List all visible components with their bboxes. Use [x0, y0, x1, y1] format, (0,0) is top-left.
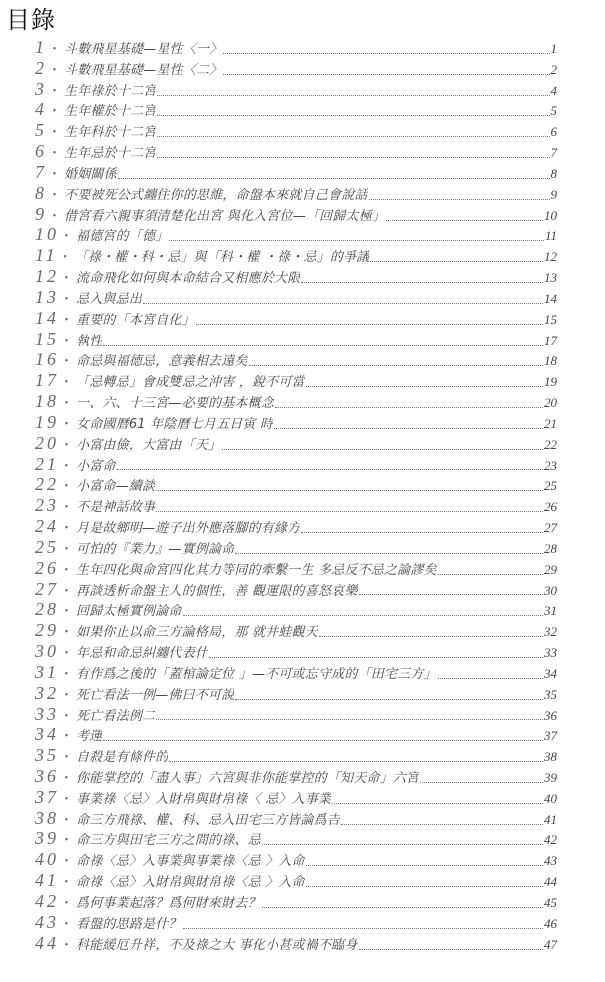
toc-entry-page-number[interactable]: 26 [544, 499, 557, 515]
toc-entry-title[interactable]: 回歸太極實例論命 [76, 604, 182, 620]
toc-entry-title[interactable]: 生年權於十二宮 [64, 104, 157, 120]
dot-leader [306, 865, 543, 866]
toc-entry-separator: ・ [60, 312, 74, 328]
toc-entry[interactable] [35, 495, 557, 516]
dot-leader [262, 844, 543, 845]
toc-entry-title[interactable]: 「祿・權・科・忌」與「科・權 ・祿・忌」的爭議 [74, 250, 370, 266]
toc-entry-separator: ・ [48, 166, 62, 182]
toc-entry-separator: ・ [60, 333, 74, 349]
toc-entry[interactable] [35, 745, 557, 766]
toc-entry-page-number[interactable]: 14 [544, 290, 557, 306]
dot-leader [386, 220, 543, 221]
toc-entry-page-number[interactable]: 22 [544, 436, 557, 452]
toc-entry-separator: ・ [58, 250, 72, 266]
toc-entry-title[interactable]: 再談透析命盤主人的個性，善 觀運限的喜怒哀樂 [76, 583, 358, 599]
toc-entry-separator: ・ [48, 104, 62, 120]
toc-entry-separator: ・ [60, 750, 74, 766]
toc-entry-number: 21 [35, 453, 59, 474]
toc-entry-number: 43 [35, 911, 59, 932]
toc-entry-page-number[interactable]: 7 [550, 145, 557, 161]
toc-entry-title[interactable]: 有作爲之後的「蓋棺論定位 」—不可或忘守成的「田宅三方」 [76, 666, 437, 682]
toc-entry-number: 36 [35, 765, 59, 786]
toc-entry-number: 44 [35, 932, 59, 953]
toc-entry-page-number[interactable]: 41 [544, 811, 557, 827]
dot-leader [156, 719, 543, 720]
dot-leader [169, 761, 543, 762]
dot-leader [157, 157, 549, 158]
table-of-contents [35, 37, 557, 953]
toc-entry[interactable] [35, 266, 557, 287]
toc-entry-separator: ・ [60, 770, 74, 786]
toc-entry-page-number[interactable]: 13 [544, 270, 557, 286]
toc-entry-number: 6 [35, 141, 47, 162]
toc-entry-number: 7 [35, 161, 47, 182]
toc-entry-separator: ・ [60, 500, 74, 516]
dot-leader [359, 949, 543, 950]
toc-entry-number: 25 [35, 536, 59, 557]
toc-entry-number: 38 [35, 807, 59, 828]
toc-entry-separator: ・ [60, 583, 74, 599]
toc-entry-number: 2 [35, 57, 47, 78]
toc-entry-page-number[interactable]: 21 [544, 415, 557, 431]
toc-entry[interactable] [35, 391, 557, 412]
toc-entry[interactable] [35, 641, 557, 662]
toc-entry-number: 29 [35, 620, 59, 641]
toc-entry-title[interactable]: 女命國曆61 年陰曆七月五日寅 時 [76, 416, 274, 432]
toc-entry-number: 23 [35, 495, 59, 516]
toc-entry-title[interactable]: 小富命 [76, 458, 116, 474]
toc-entry-number: 34 [35, 724, 59, 745]
dot-leader [157, 95, 549, 96]
toc-entry-number: 8 [35, 182, 47, 203]
toc-entry[interactable] [35, 620, 557, 641]
toc-entry-title[interactable]: 小富命—續談 [76, 479, 156, 495]
toc-entry-page-number[interactable]: 17 [544, 332, 557, 348]
toc-entry[interactable] [35, 537, 557, 558]
dot-leader [306, 386, 543, 387]
toc-entry-page-number[interactable]: 44 [544, 874, 557, 890]
toc-entry-separator: ・ [60, 291, 74, 307]
toc-entry[interactable] [35, 787, 557, 808]
toc-entry-number: 39 [35, 828, 59, 849]
dot-leader [118, 178, 550, 179]
toc-entry-separator: ・ [60, 729, 74, 745]
toc-entry-title[interactable]: 事業祿〈忌〉入財帛與財帛祿〈 忌〉入事業 [76, 791, 332, 807]
dot-leader [143, 303, 543, 304]
dot-leader [438, 678, 543, 679]
toc-entry-separator: ・ [48, 83, 62, 99]
toc-entry-page-number[interactable]: 23 [544, 457, 557, 473]
dot-leader [319, 636, 543, 637]
toc-entry[interactable] [35, 891, 557, 912]
toc-entry[interactable] [35, 204, 557, 225]
toc-entry-title[interactable]: 命祿〈忌〉入事業與事業祿〈忌 〉入命 [76, 854, 305, 870]
dot-leader [438, 574, 543, 575]
toc-entry-title[interactable]: 科能緩厄升祥，不及祿之大 事化小甚或禍不臨身 [76, 937, 358, 953]
toc-entry[interactable] [35, 245, 557, 266]
toc-entry-title[interactable]: 小富由儉，大富由「天」 [76, 437, 222, 453]
toc-entry-page-number[interactable]: 34 [544, 665, 557, 681]
toc-entry-page-number[interactable]: 20 [544, 395, 557, 411]
toc-entry[interactable] [35, 433, 557, 454]
toc-entry-title[interactable]: 借宮看六親事須清楚化出宮 與化入宮位—「回歸太極」 [64, 208, 386, 224]
toc-entry-number: 33 [35, 703, 59, 724]
dot-leader [157, 136, 549, 137]
dot-leader [222, 449, 543, 450]
toc-entry[interactable] [35, 162, 557, 183]
toc-entry-page-number[interactable]: 28 [544, 540, 557, 556]
toc-entry-separator: ・ [60, 416, 74, 432]
toc-entry-page-number[interactable]: 36 [544, 707, 557, 723]
toc-entry[interactable] [35, 224, 557, 245]
toc-entry-page-number[interactable]: 31 [544, 603, 557, 619]
toc-entry-page-number[interactable]: 42 [544, 832, 557, 848]
toc-entry[interactable] [35, 516, 557, 537]
toc-entry-title[interactable]: 「忌轉忌」會成雙忌之沖害 ，銳不可當 [76, 375, 305, 391]
toc-entry-page-number[interactable]: 30 [544, 582, 557, 598]
toc-entry[interactable] [35, 662, 557, 683]
toc-entry-separator: ・ [60, 646, 74, 662]
toc-entry[interactable] [35, 766, 557, 787]
dot-leader [262, 907, 543, 908]
toc-entry-number: 14 [35, 307, 59, 328]
toc-entry[interactable] [35, 183, 557, 204]
toc-entry-separator: ・ [60, 479, 74, 495]
toc-entry-number: 15 [35, 328, 59, 349]
dot-leader [341, 824, 543, 825]
toc-entry-separator: ・ [60, 604, 74, 620]
toc-entry-number: 10 [35, 224, 59, 245]
toc-entry-number: 16 [35, 349, 59, 370]
dot-leader [275, 407, 543, 408]
toc-entry-title[interactable]: 月是故鄉明—遊子出外應落腳的有緣方 [76, 521, 301, 537]
dot-leader [235, 699, 543, 700]
toc-entry-page-number[interactable]: 8 [550, 165, 557, 181]
toc-entry-separator: ・ [60, 666, 74, 682]
toc-entry-title[interactable]: 不是神話故事 [76, 500, 156, 516]
toc-entry-page-number[interactable]: 1 [550, 41, 557, 56]
toc-entry-page-number[interactable]: 47 [544, 936, 557, 952]
toc-entry-separator: ・ [60, 687, 74, 703]
toc-entry-title[interactable]: 生年四化與命宮四化其力等同的牽繫一生 多忌反不忌之論謬矣 [76, 562, 437, 578]
toc-entry-number: 20 [35, 432, 59, 453]
toc-entry-number: 40 [35, 849, 59, 870]
toc-entry-title[interactable]: 一、六、十三宮—必要的基本概念 [76, 396, 275, 412]
toc-entry-number: 17 [35, 370, 59, 391]
toc-entry-title[interactable]: 可怕的『業力』—實例論命 [76, 541, 235, 557]
toc-entry-page-number[interactable]: 2 [550, 61, 557, 77]
toc-entry-number: 9 [35, 203, 47, 224]
toc-entry-separator: ・ [60, 437, 74, 453]
toc-entry-title[interactable]: 斗數飛星基礎—星性〈二〉 [64, 62, 223, 78]
toc-entry-separator: ・ [60, 916, 74, 932]
toc-entry[interactable] [35, 79, 557, 100]
toc-entry[interactable] [35, 933, 557, 954]
toc-entry-page-number[interactable]: 12 [544, 249, 557, 265]
toc-entry-separator: ・ [60, 375, 74, 391]
dot-leader [301, 532, 543, 533]
toc-entry-separator: ・ [48, 42, 62, 57]
dot-leader [274, 428, 543, 429]
toc-entry-number: 24 [35, 516, 59, 537]
dot-leader [306, 886, 543, 887]
toc-entry[interactable] [35, 370, 557, 391]
toc-entry[interactable] [35, 558, 557, 579]
toc-entry-title[interactable]: 如果你止以命三方論格局，那 就井蛙觀天 [76, 625, 318, 641]
toc-entry-title[interactable]: 你能掌控的「盡人事」六宮與非你能掌控的「知天命」六宮 [76, 770, 420, 786]
toc-entry-number: 35 [35, 745, 59, 766]
toc-entry-page-number[interactable]: 38 [544, 749, 557, 765]
toc-entry-number: 13 [35, 286, 59, 307]
toc-entry-title[interactable]: 考運 [76, 729, 103, 745]
toc-entry[interactable] [35, 412, 557, 433]
toc-entry[interactable] [35, 349, 557, 370]
toc-entry-page-number[interactable]: 25 [544, 478, 557, 494]
toc-entry[interactable] [35, 120, 557, 141]
toc-entry-number: 42 [35, 890, 59, 911]
toc-entry[interactable] [35, 329, 557, 350]
toc-entry-number: 27 [35, 578, 59, 599]
toc-entry[interactable] [35, 37, 557, 58]
toc-entry-number: 4 [35, 99, 47, 120]
dot-leader [359, 594, 543, 595]
toc-entry-page-number[interactable]: 5 [550, 103, 557, 119]
dot-leader [420, 782, 543, 783]
toc-entry[interactable] [35, 454, 557, 475]
toc-entry-separator: ・ [60, 895, 74, 911]
toc-entry-separator: ・ [60, 229, 74, 245]
dot-leader [235, 553, 543, 554]
toc-entry[interactable] [35, 308, 557, 329]
dot-leader [249, 365, 543, 366]
toc-entry-page-number[interactable]: 40 [544, 790, 557, 806]
dot-leader [156, 511, 543, 512]
page-title: 目錄 [6, 6, 56, 34]
toc-entry-separator: ・ [48, 62, 62, 78]
toc-entry[interactable] [35, 599, 557, 620]
toc-entry[interactable] [35, 474, 557, 495]
toc-entry[interactable] [35, 579, 557, 600]
toc-entry-title[interactable]: 福德宮的「德」 [76, 229, 169, 245]
toc-entry-separator: ・ [60, 271, 74, 287]
toc-entry-page-number[interactable]: 15 [544, 311, 557, 327]
toc-entry-separator: ・ [60, 458, 74, 474]
toc-entry-number: 31 [35, 661, 59, 682]
toc-entry-title[interactable]: 死亡看法例二 [76, 708, 156, 724]
toc-entry-separator: ・ [60, 562, 74, 578]
toc-entry-number: 12 [35, 266, 59, 287]
toc-entry[interactable] [35, 141, 557, 162]
toc-entry-number: 19 [35, 411, 59, 432]
toc-entry-separator: ・ [60, 791, 74, 807]
dot-leader [103, 345, 543, 346]
dot-leader [332, 803, 543, 804]
dot-leader [157, 115, 549, 116]
toc-entry-page-number[interactable]: 45 [544, 894, 557, 910]
toc-entry[interactable] [35, 287, 557, 308]
toc-entry-number: 37 [35, 786, 59, 807]
toc-entry-page-number[interactable]: 4 [550, 82, 557, 98]
toc-entry-separator: ・ [48, 208, 62, 224]
toc-entry[interactable] [35, 912, 557, 933]
toc-entry-number: 1 [35, 37, 47, 57]
toc-entry-number: 26 [35, 557, 59, 578]
toc-entry-title[interactable]: 婚姻關係 [64, 166, 117, 182]
toc-entry-title[interactable]: 命三方飛祿、權、科、忌入田宅三方皆論爲吉 [76, 812, 341, 828]
toc-entry-title[interactable]: 不要被死公式纏住你的思維，命盤本來就自己會說話 [64, 187, 368, 203]
dot-leader [183, 615, 543, 616]
toc-entry-page-number[interactable]: 6 [550, 124, 557, 140]
toc-entry-page-number[interactable]: 27 [544, 520, 557, 536]
toc-entry-title[interactable]: 自殺是有條件的 [76, 750, 169, 766]
toc-entry-number: 18 [35, 391, 59, 412]
toc-entry-title[interactable]: 爲何事業起落？爲何財來財去？ [76, 895, 261, 911]
toc-entry-number: 22 [35, 474, 59, 495]
toc-entry-separator: ・ [60, 521, 74, 537]
toc-entry-page-number[interactable]: 32 [544, 624, 557, 640]
toc-entry[interactable] [35, 683, 557, 704]
toc-entry-separator: ・ [60, 625, 74, 641]
toc-entry-page-number[interactable]: 18 [544, 353, 557, 369]
toc-entry[interactable] [35, 849, 557, 870]
dot-leader [209, 657, 543, 658]
toc-entry-separator: ・ [60, 854, 74, 870]
toc-entry-number: 28 [35, 599, 59, 620]
toc-entry[interactable] [35, 870, 557, 891]
toc-entry-separator: ・ [60, 812, 74, 828]
toc-entry-title[interactable]: 命三方與田宅三方之間的祿、忌 [76, 833, 261, 849]
toc-entry-page-number[interactable]: 19 [544, 374, 557, 390]
toc-entry-separator: ・ [60, 708, 74, 724]
toc-entry-separator: ・ [48, 187, 62, 203]
toc-entry-page-number[interactable]: 37 [544, 728, 557, 744]
toc-entry-title[interactable]: 重要的「本宮自化」 [76, 312, 195, 328]
toc-entry-number: 30 [35, 641, 59, 662]
toc-entry[interactable] [35, 808, 557, 829]
toc-entry-page-number[interactable]: 9 [550, 186, 557, 202]
dot-leader [117, 469, 543, 470]
toc-entry-separator: ・ [60, 396, 74, 412]
toc-entry-title[interactable]: 年忌和命忌糾纏代表什 [76, 646, 209, 662]
toc-entry-separator: ・ [60, 833, 74, 849]
toc-entry[interactable] [35, 704, 557, 725]
toc-entry-number: 3 [35, 78, 47, 99]
toc-entry-number: 32 [35, 682, 59, 703]
toc-entry-separator: ・ [48, 146, 62, 162]
dot-leader [301, 282, 543, 283]
toc-entry-separator: ・ [60, 354, 74, 370]
toc-entry-separator: ・ [48, 125, 62, 141]
dot-leader [156, 490, 543, 491]
toc-entry-separator: ・ [60, 541, 74, 557]
toc-entry-page-number[interactable]: 39 [544, 769, 557, 785]
dot-leader [169, 240, 544, 241]
toc-entry-page-number[interactable]: 29 [544, 561, 557, 577]
dot-leader [370, 261, 543, 262]
toc-entry-title[interactable]: 斗數飛星基礎—星性〈一〉 [64, 42, 223, 57]
toc-entry-title[interactable]: 看盤的思路是什？ [76, 916, 182, 932]
dot-leader [369, 199, 550, 200]
toc-entry-title[interactable]: 執性 [76, 333, 103, 349]
toc-entry-title[interactable]: 命祿〈忌〉入財帛與財帛祿〈忌 〉入命 [76, 875, 305, 891]
toc-entry-title[interactable]: 流命飛化如何與本命結合又相應於大限 [76, 271, 301, 287]
toc-entry-title[interactable]: 命忌與福德忌，意義相去遠矣 [76, 354, 248, 370]
toc-entry-page-number[interactable]: 11 [544, 228, 557, 244]
toc-entry-title[interactable]: 死亡看法一例—佛曰不可說 [76, 687, 235, 703]
toc-entry[interactable] [35, 724, 557, 745]
dot-leader [223, 53, 549, 54]
toc-entry-page-number[interactable]: 33 [544, 645, 557, 661]
dot-leader [103, 740, 543, 741]
toc-entry-page-number[interactable]: 10 [544, 207, 557, 223]
toc-entry-separator: ・ [60, 875, 74, 891]
toc-entry-page-number[interactable]: 46 [544, 915, 557, 931]
toc-entry-title[interactable]: 生年祿於十二宮 [64, 83, 157, 99]
dot-leader [223, 74, 549, 75]
toc-entry-separator: ・ [60, 937, 74, 953]
toc-entry-number: 41 [35, 870, 59, 891]
toc-entry-number: 5 [35, 120, 47, 141]
toc-entry[interactable] [35, 58, 557, 79]
toc-entry-page-number[interactable]: 43 [544, 853, 557, 869]
toc-entry-title[interactable]: 生年科於十二宮 [64, 125, 157, 141]
dot-leader [183, 928, 543, 929]
toc-entry-page-number[interactable]: 35 [544, 686, 557, 702]
toc-entry-title[interactable]: 生年忌於十二宮 [64, 146, 157, 162]
toc-entry-title[interactable]: 忌入與忌出 [76, 291, 143, 307]
toc-entry[interactable] [35, 99, 557, 120]
dot-leader [196, 324, 543, 325]
toc-entry[interactable] [35, 828, 557, 849]
toc-entry-number: 11 [35, 245, 58, 266]
